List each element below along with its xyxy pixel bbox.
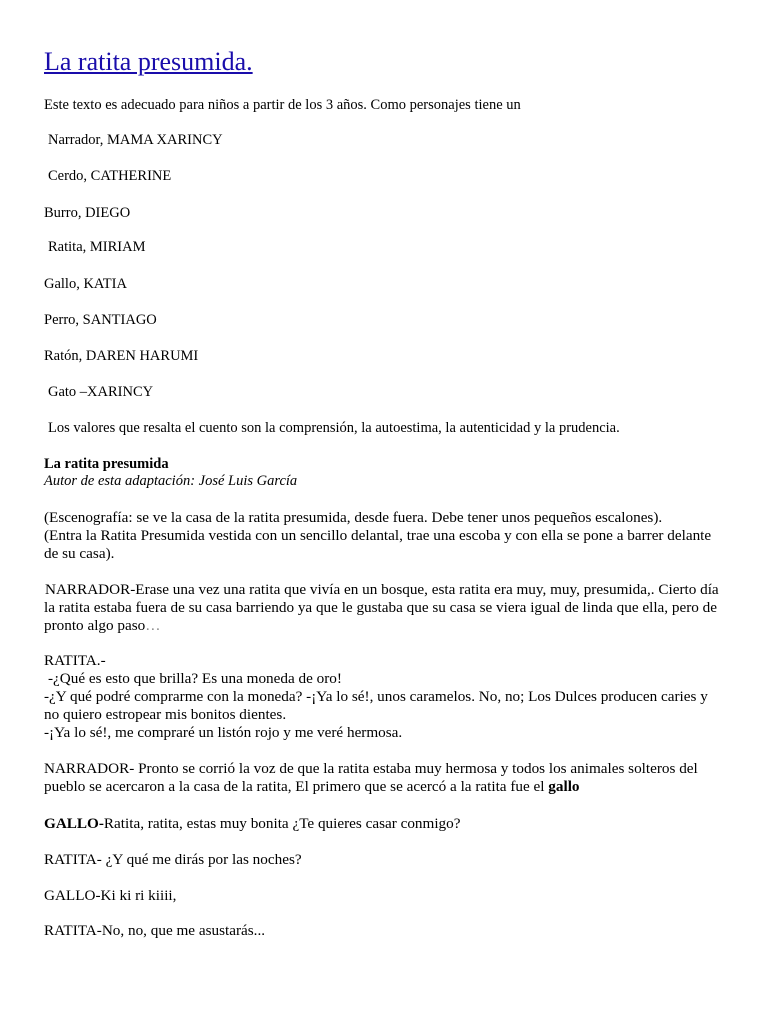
cast-item-perro: Perro, SANTIAGO	[44, 312, 157, 328]
cast-item-gato: Gato –XARINCY	[48, 384, 154, 400]
gallo-dialogue-1-text: Ratita, ratita, estas muy bonita ¿Te quieres casar conmigo?	[103, 815, 461, 832]
narrator-paragraph-1-line-3	[44, 617, 160, 635]
intro-text: Este texto es adecuado para niños a partir de los 3 años. Como personajes tiene un	[44, 97, 521, 113]
ellipsis-mark: …	[145, 617, 161, 634]
scenography-line-1: (Escenografía: se ve la casa de la ratita presumida, desde fuera. Debe tener unos pequeños escalones).	[44, 509, 663, 526]
ratita-speech-line-1: -¿Qué es esto que brilla? Es una moneda de oro!	[48, 670, 342, 687]
gallo-dialogue-2: GALLO-Ki ki ri kiiii,	[44, 887, 177, 904]
story-title: La ratita presumida	[44, 456, 169, 472]
narrator-paragraph-1-text: pronto algo paso	[44, 617, 146, 634]
scenography-line-2: (Entra la Ratita Presumida vestida con un sencillo delantal, trae una escoba y con ella se pone a barrer delante	[44, 527, 712, 544]
cast-item-narrador: Narrador, MAMA XARINCY	[48, 132, 223, 148]
ratita-speech-line-2: -¿Y qué podré comprarme con la moneda? -¡Ya lo sé!, unos caramelos. No, no; Los Dulces producen caries y	[44, 688, 708, 705]
values-text: Los valores que resalta el cuento son la comprensión, la autoestima, la autenticidad y la prudencia.	[48, 420, 620, 436]
gallo-dialogue-1	[44, 815, 460, 833]
scenography-line-3: de su casa).	[44, 545, 115, 562]
narrator-paragraph-1-line-2: la ratita estaba fuera de su casa barriendo ya que le gustaba que su casa se viera igual de linda que ella, pero de	[44, 599, 718, 616]
cast-item-ratita: Ratita, MIRIAM	[48, 239, 146, 255]
gallo-speaker-label: GALLO-	[44, 815, 104, 832]
document-title-link[interactable]: La ratita presumida.	[44, 47, 253, 76]
narrator-paragraph-1-line-1: NARRADOR-Erase una vez una ratita que vivía en un bosque, esta ratita era muy, muy, presumida,. Cierto día	[45, 581, 719, 598]
cast-item-cerdo: Cerdo, CATHERINE	[48, 168, 172, 184]
cast-item-burro: Burro, DIEGO	[44, 205, 131, 221]
narrator-paragraph-2-line-2	[44, 778, 580, 796]
narrator-paragraph-2-text: pueblo se acercaron a la casa de la ratita, El primero que se acercó a la ratita fue el	[44, 778, 549, 795]
narrator-paragraph-2-line-1: NARRADOR- Pronto se corrió la voz de que la ratita estaba muy hermosa y todos los animales solteros del	[44, 760, 698, 777]
ratita-speech-line-4: -¡Ya lo sé!, me compraré un listón rojo y me veré hermosa.	[44, 724, 403, 741]
ratita-dialogue-1: RATITA- ¿Y qué me dirás por las noches?	[44, 851, 302, 868]
cast-item-raton: Ratón, DAREN HARUMI	[44, 348, 199, 364]
ratita-speech-line-3: no quiero estropear mis bonitos dientes.	[44, 706, 287, 723]
ratita-dialogue-2: RATITA-No, no, que me asustarás...	[44, 922, 266, 939]
cast-item-gallo: Gallo, KATIA	[44, 276, 127, 292]
ratita-speaker-label: RATITA.-	[44, 652, 106, 669]
gallo-emphasis: gallo	[548, 778, 580, 795]
author-line: Autor de esta adaptación: José Luis García	[44, 473, 298, 489]
